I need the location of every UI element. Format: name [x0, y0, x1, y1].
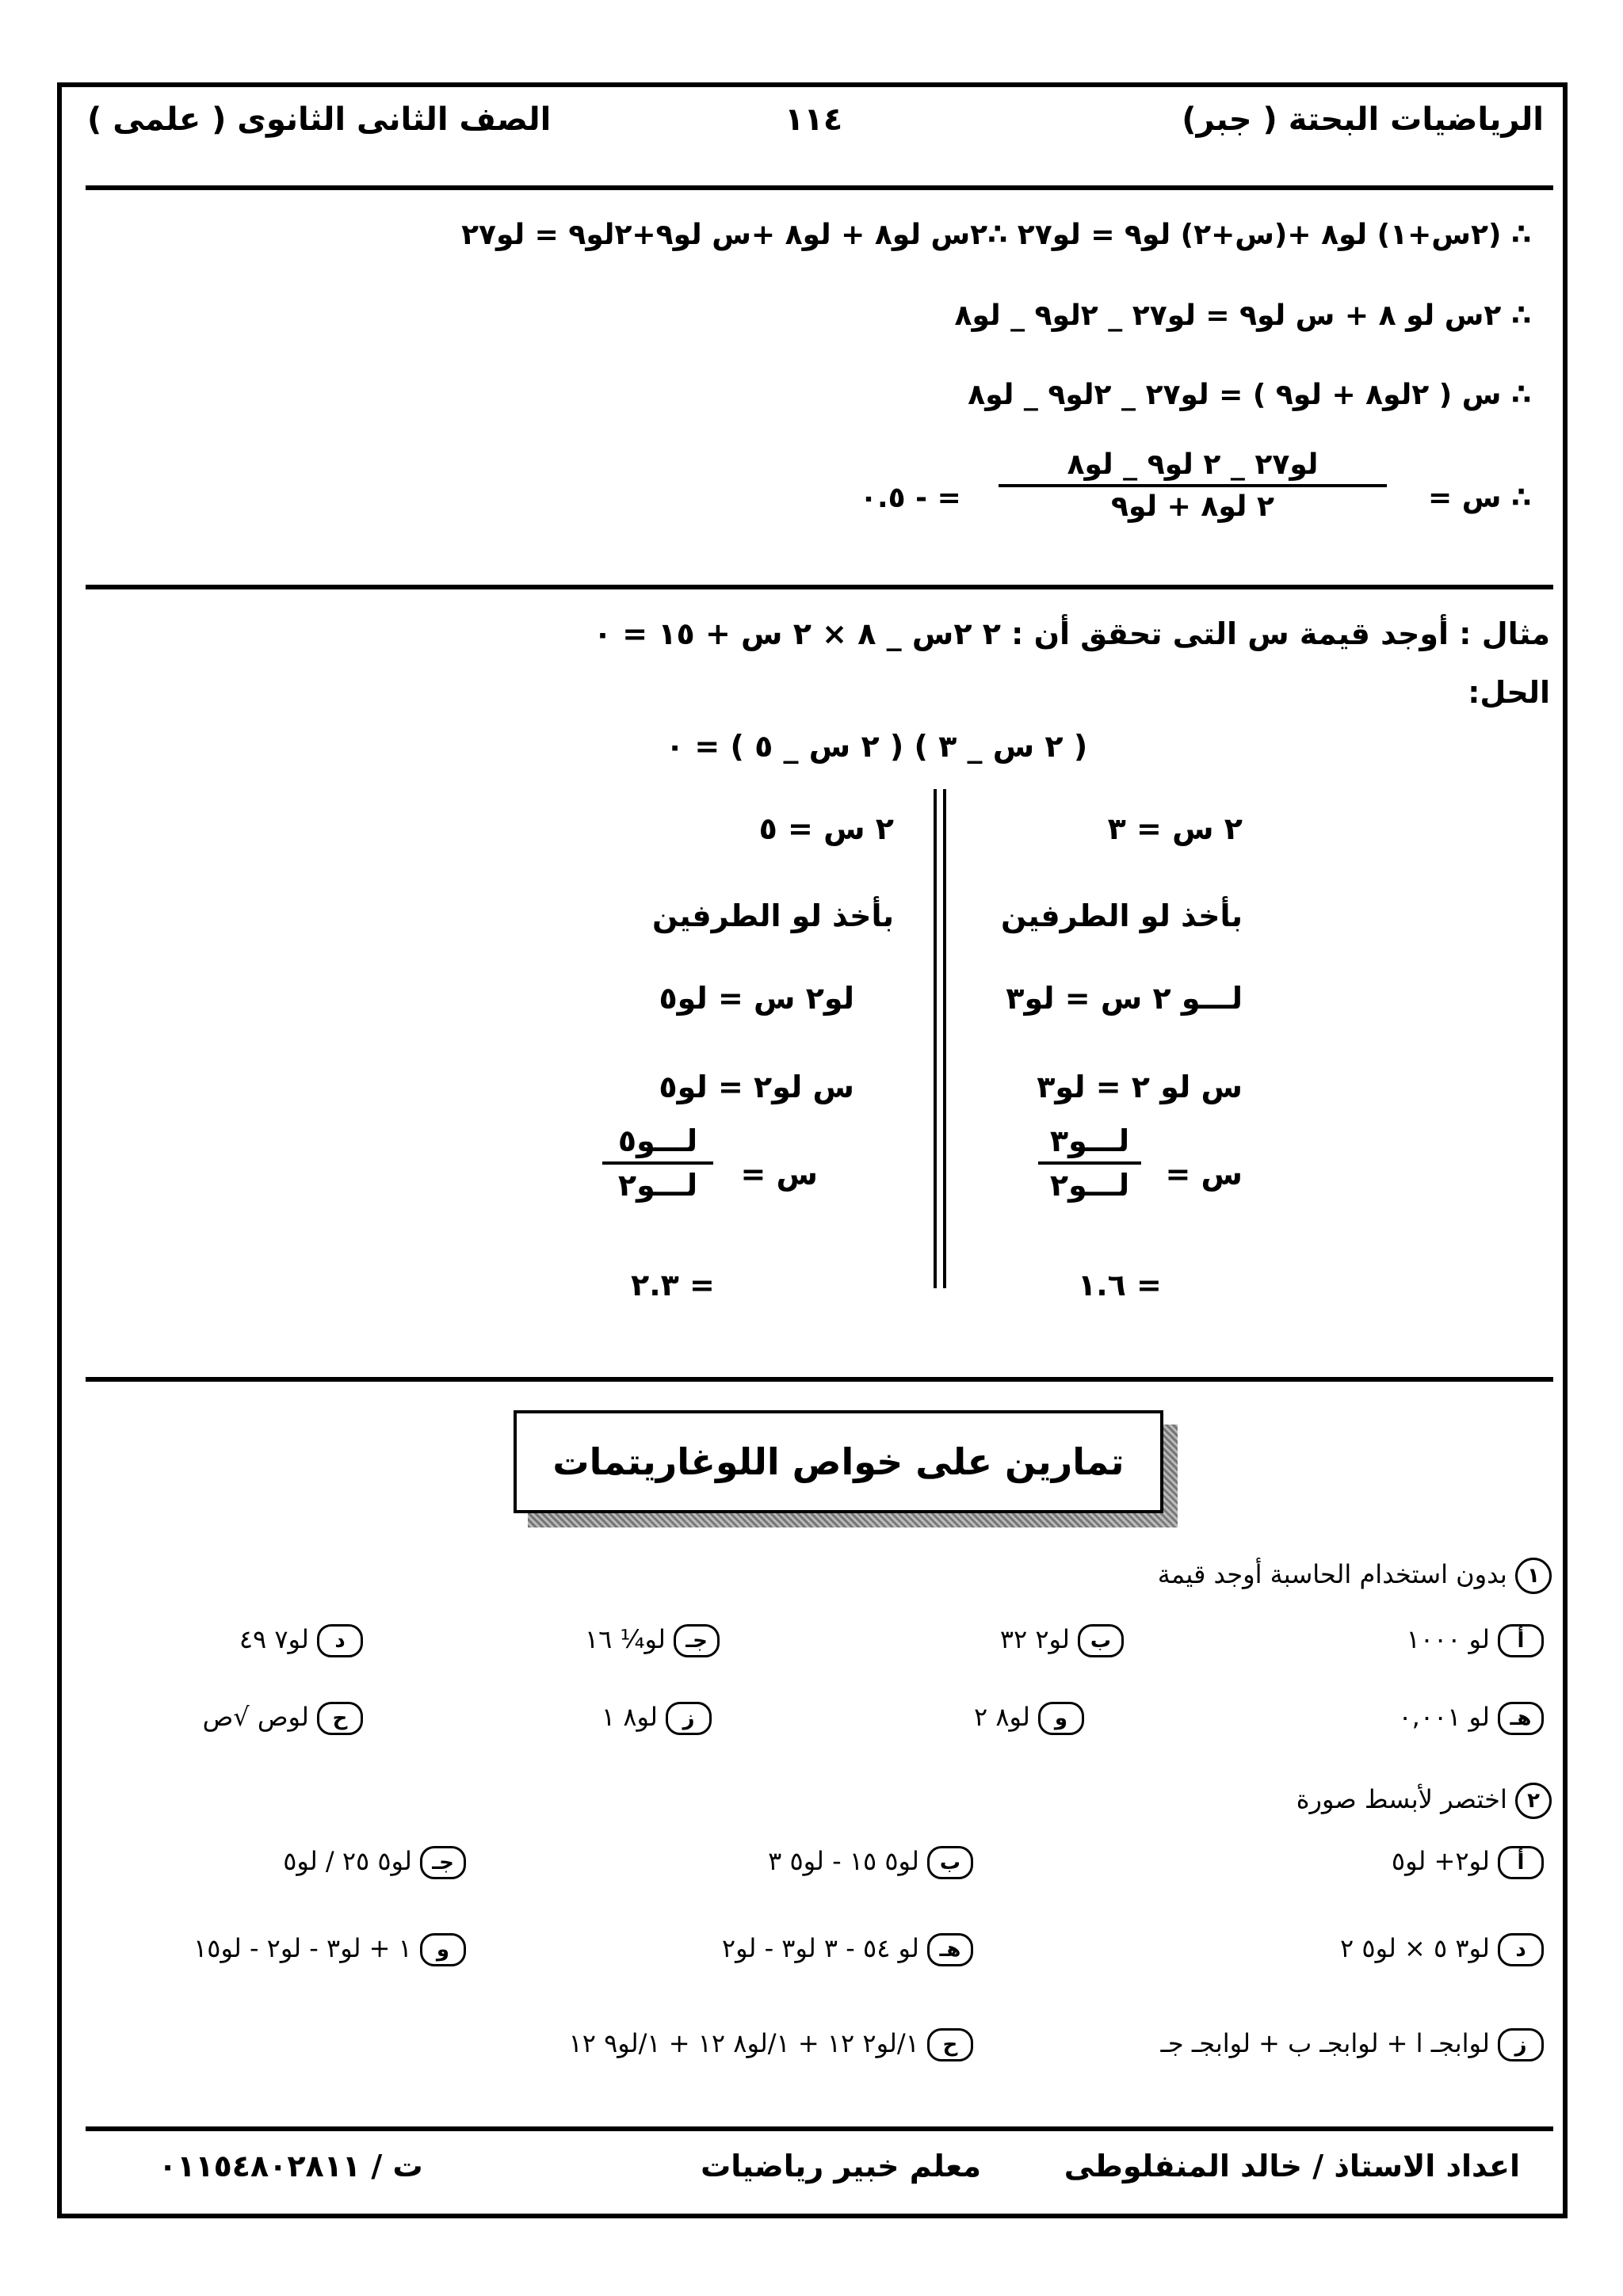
q1-item-c-label: جـ — [674, 1624, 720, 1657]
q1-item-h-text: لوص √ص — [202, 1702, 309, 1732]
q2-item-g-text: لوابجـ ا + لوابجـ ب + لوابجـ جـ — [1160, 2028, 1490, 2058]
q2-item-a — [1392, 1846, 1544, 1879]
solution-line-3: ∴ س ( ٢لو٨ + لو٩ ) = لو٢٧ _ ٢لو٩ _ لو٨ — [968, 379, 1531, 411]
q2-item-e-label: هـ — [927, 1933, 973, 1966]
solution-fraction — [999, 448, 1387, 523]
footer-divider — [86, 2126, 1553, 2131]
q2-item-b-text: لو٥ ١٥ - لو٥ ٣ — [768, 1846, 919, 1876]
q2-prompt: اختصر لأبسط صورة — [1296, 1784, 1507, 1814]
q1-item-h — [203, 1702, 363, 1735]
q2-item-d — [1340, 1933, 1544, 1966]
q1-item-d — [239, 1624, 363, 1657]
column-divider-b — [943, 789, 946, 1288]
q1-item-g — [601, 1702, 712, 1735]
footer-role: معلم خبير رياضيات — [701, 2149, 981, 2183]
q1-item-e-text: لو ٠,٠٠١ — [1398, 1702, 1490, 1732]
footer-author: اعداد الاستاذ / خالد المنفلوطى — [1064, 2149, 1520, 2183]
q2-item-d-text: لو٣ ٥ × لو٥ ٢ — [1340, 1933, 1490, 1963]
q2-item-c-label: جـ — [420, 1846, 466, 1879]
q1-item-b-label: ب — [1078, 1624, 1124, 1657]
exercises-title-box — [514, 1410, 1163, 1513]
q1-item-b-text: لو٢ ٣٢ — [999, 1624, 1070, 1654]
q1-item-g-text: لو٨ ١ — [601, 1702, 658, 1732]
q2-item-b — [768, 1846, 973, 1879]
q2-item-c-text: لو٥ ٢٥ / لو٥ — [283, 1846, 412, 1876]
q1-item-f-text: لو٨ ٢ — [974, 1702, 1030, 1732]
page-number: ١١٤ — [785, 101, 843, 138]
q2-item-f-text: ١ + لو٣ - لو٢ - لو١٥ — [193, 1933, 412, 1963]
q2-item-c — [283, 1846, 466, 1879]
q2-item-h-text: ١/لو٢ ١٢ + ١/لو٨ ١٢ + ١/لو٩ ١٢ — [568, 2028, 919, 2058]
section-divider-1 — [86, 585, 1553, 589]
q1-prompt: بدون استخدام الحاسبة أوجد قيمة — [1157, 1559, 1507, 1589]
q1-item-a-label: أ — [1498, 1624, 1544, 1657]
left-col-result: = ٢.٣ — [631, 1268, 715, 1302]
solution-line-2: ∴ ٢س لو ٨ + س لو٩ = لو٢٧ _ ٢لو٩ _ لو٨ — [954, 299, 1531, 332]
q2-item-f — [193, 1933, 466, 1966]
footer-phone: ت / ٠١١٥٤٨٠٢٨١١ — [158, 2149, 423, 2183]
q1-number-badge: ١ — [1515, 1558, 1552, 1594]
q1-item-c-text: لو¼ ١٦ — [584, 1624, 666, 1654]
q2-item-d-label: د — [1498, 1933, 1544, 1966]
q1-item-h-label: ح — [317, 1702, 363, 1735]
q2-item-b-label: ب — [927, 1846, 973, 1879]
q1-item-a-text: لو ١٠٠٠ — [1406, 1624, 1490, 1654]
right-col-num: لـــو٣ — [1049, 1123, 1130, 1158]
right-col-x-log: س لو ٢ = لو٣ — [1037, 1070, 1243, 1104]
left-col-equation: ٢ س = ٥ — [758, 811, 894, 846]
q1-item-d-label: د — [317, 1624, 363, 1657]
right-col-take-log: بأخذ لو الطرفين — [1001, 898, 1243, 933]
left-col-fraction — [602, 1123, 713, 1203]
left-col-den: لـــو٢ — [617, 1168, 698, 1203]
right-col-x-eq: س = — [1165, 1157, 1243, 1192]
right-col-equation: ٢ س = ٣ — [1107, 811, 1243, 846]
book-title: الرياضيات البحتة ( جبر) — [1182, 101, 1544, 138]
q2-header — [1296, 1783, 1552, 1819]
q1-item-d-text: لو٧ ٤٩ — [239, 1624, 309, 1654]
q1-item-b — [1000, 1624, 1124, 1657]
q2-item-f-label: و — [420, 1933, 466, 1966]
q2-item-g — [1161, 2028, 1545, 2061]
fraction-denominator: ٢ لو٨ + لو٩ — [1111, 490, 1274, 523]
left-col-x-eq: س = — [740, 1157, 818, 1192]
right-col-log-eq: لـــو ٢ س = لو٣ — [1006, 981, 1243, 1016]
q2-item-a-label: أ — [1498, 1846, 1544, 1879]
header-divider — [86, 185, 1553, 190]
left-col-log-eq: لو٢ س = لو٥ — [659, 981, 854, 1016]
solution-label: الحل: — [1468, 675, 1550, 710]
example-question: مثال : أوجد قيمة س التى تحقق أن : ٢ ٢س _ ٨ × ٢ س + ١٥ = ٠ — [593, 616, 1550, 651]
solution-result: = - ٠.٥ — [860, 482, 961, 514]
solution-line-1: ∴ (٢س+١) لو٨ +(س+٢) لو٩ = لو٢٧ ∴٢س لو٨ + لو٨ +س لو٩+٢لو٩ = لو٢٧ — [461, 219, 1531, 251]
q2-item-h — [569, 2028, 973, 2061]
q1-item-a — [1407, 1624, 1544, 1657]
q1-item-g-label: ز — [666, 1702, 712, 1735]
q1-item-c — [585, 1624, 720, 1657]
fraction-numerator: لو٢٧ _ ٢ لو٩ _ لو٨ — [1067, 448, 1319, 481]
right-col-den: لـــو٢ — [1049, 1168, 1130, 1203]
q1-item-f — [974, 1702, 1084, 1735]
right-col-result: = ١.٦ — [1078, 1268, 1162, 1302]
grade-title: الصف الثانى الثانوى ( علمى ) — [87, 101, 552, 138]
right-col-fraction — [1038, 1123, 1141, 1203]
q1-item-e — [1398, 1702, 1544, 1735]
left-col-bar — [602, 1161, 713, 1165]
factored-equation: ( ٢ س _ ٣ ) ( ٢ س _ ٥ ) = ٠ — [666, 729, 1088, 764]
section-divider-2 — [86, 1377, 1553, 1382]
right-col-bar — [1038, 1161, 1141, 1165]
q1-header — [1158, 1558, 1552, 1594]
exercises-title: تمارين على خواص اللوغاريتمات — [552, 1440, 1125, 1483]
solution-line-4-lhs: ∴ س = — [1428, 482, 1531, 514]
q2-item-e-text: لو ٥٤ - ٣ لو٣ - لو٢ — [721, 1933, 919, 1963]
q2-item-g-label: ز — [1498, 2028, 1544, 2061]
fraction-bar — [999, 484, 1387, 487]
column-divider-a — [934, 789, 937, 1288]
q2-item-e — [722, 1933, 973, 1966]
q1-item-f-label: و — [1038, 1702, 1084, 1735]
q1-item-e-label: هـ — [1498, 1702, 1544, 1735]
left-col-x-log: س لو٢ = لو٥ — [659, 1070, 854, 1104]
q2-number-badge: ٢ — [1515, 1783, 1552, 1819]
q2-item-h-label: ح — [927, 2028, 973, 2061]
left-col-take-log: بأخذ لو الطرفين — [652, 898, 894, 933]
q2-item-a-text: لو٢+ لو٥ — [1391, 1846, 1490, 1876]
left-col-num: لـــو٥ — [617, 1123, 698, 1158]
